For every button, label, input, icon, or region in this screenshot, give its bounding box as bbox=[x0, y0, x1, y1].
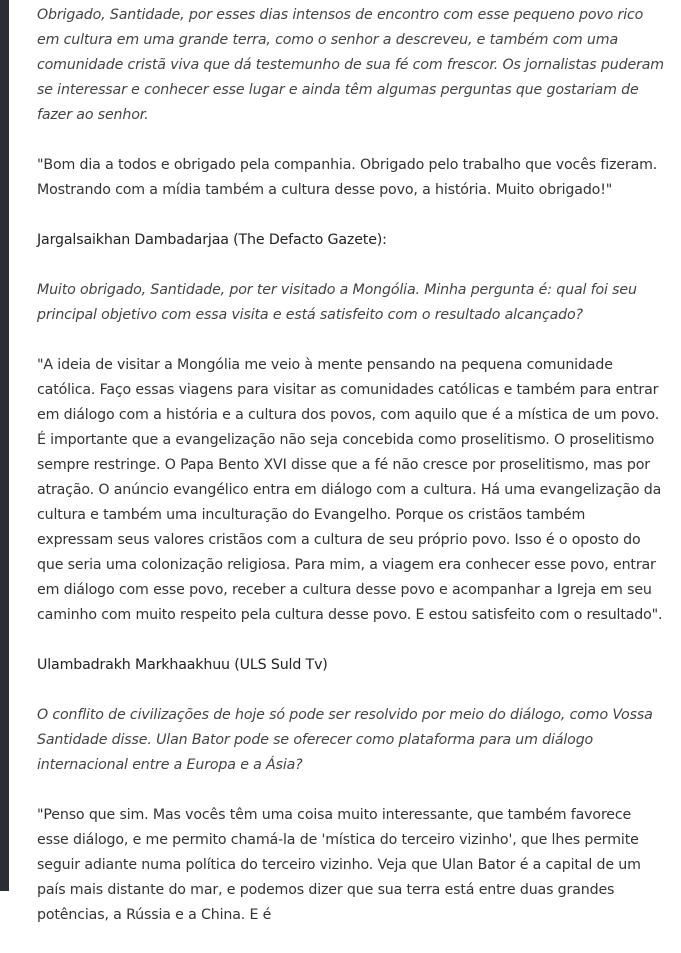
answer-dialogue-platform: "Penso que sim. Mas vocês têm uma coisa muito interessante, que também favorece esse diálogo, e me permito chamá-la de 'mística do terceiro vizinho', que lhes permite seguir adiante numa política do terceiro vizinho. Veja que Ulan Bator é a capital de um país mais distante do mar, e podemos dizer que sua terra está entre duas grandes potências, a Rússia e a China. E é bbox=[37, 807, 641, 923]
answer-visit-objective: "A ideia de visitar a Mongólia me veio à mente pensando na pequena comunidade católica. Faço essas viagens para visitar as comunidades católicas e também para entrar em diálogo com a história e a cultura dos povos, com aquilo que é a mística de um povo. É importante que a evangelização não seja concebida como proselitismo. O proselitismo sempre restringe. O Papa Bento XVI disse que a fé não cresce por proselitismo, mas por atração. O anúncio evangélico entra em diálogo com a cultura. Há uma evangelização da cultura e também uma inculturação do Evangelho. Porque os cristãos também expressam seus valores cristãos com a cultura de seu próprio povo. Isso é o oposto do que seria uma colonização religiosa. Para mim, a viagem era conhecer esse povo, entrar em diálogo com esse povo, receber a cultura desse povo e acompanhar a Igreja em seu caminho com muito respeito pela cultura desse povo. E estou satisfeito com o resultado". bbox=[37, 357, 663, 623]
question-visit-objective: Muito obrigado, Santidade, por ter visitado a Mongólia. Minha pergunta é: qual foi seu principal objetivo com essa visita e está satisfeito com o resultado alcançado? bbox=[37, 282, 637, 323]
answer-greeting: "Bom dia a todos e obrigado pela companhia. Obrigado pelo trabalho que vocês fizeram. Mostrando com a mídia também a cultura desse povo, a história. Muito obrigado!" bbox=[37, 157, 658, 198]
article-body bbox=[37, 0, 665, 953]
question-intro: Obrigado, Santidade, por esses dias intensos de encontro com esse pequeno povo rico em cultura em uma grande terra, como o senhor a descreveu, e também com uma comunidade cristã viva que dá testemunho de sua fé com frescor. Os jornalistas puderam se interessar e conhecer esse lugar e ainda têm algumas perguntas que gostariam de fazer ao senhor. bbox=[37, 7, 664, 123]
speaker-jargalsaikhan: Jargalsaikhan Dambadarjaa (The Defacto Gazete): bbox=[37, 232, 387, 248]
speaker-ulambadrakh: Ulambadrakh Markhaakhuu (ULS Suld Tv) bbox=[37, 657, 328, 673]
question-dialogue-platform: O conflito de civilizações de hoje só pode ser resolvido por meio do diálogo, como Vossa Santidade disse. Ulan Bator pode se oferecer como plataforma para um diálogo internacional entre a Europa e a Ásia? bbox=[37, 707, 653, 773]
left-sidebar-bar bbox=[0, 0, 9, 891]
